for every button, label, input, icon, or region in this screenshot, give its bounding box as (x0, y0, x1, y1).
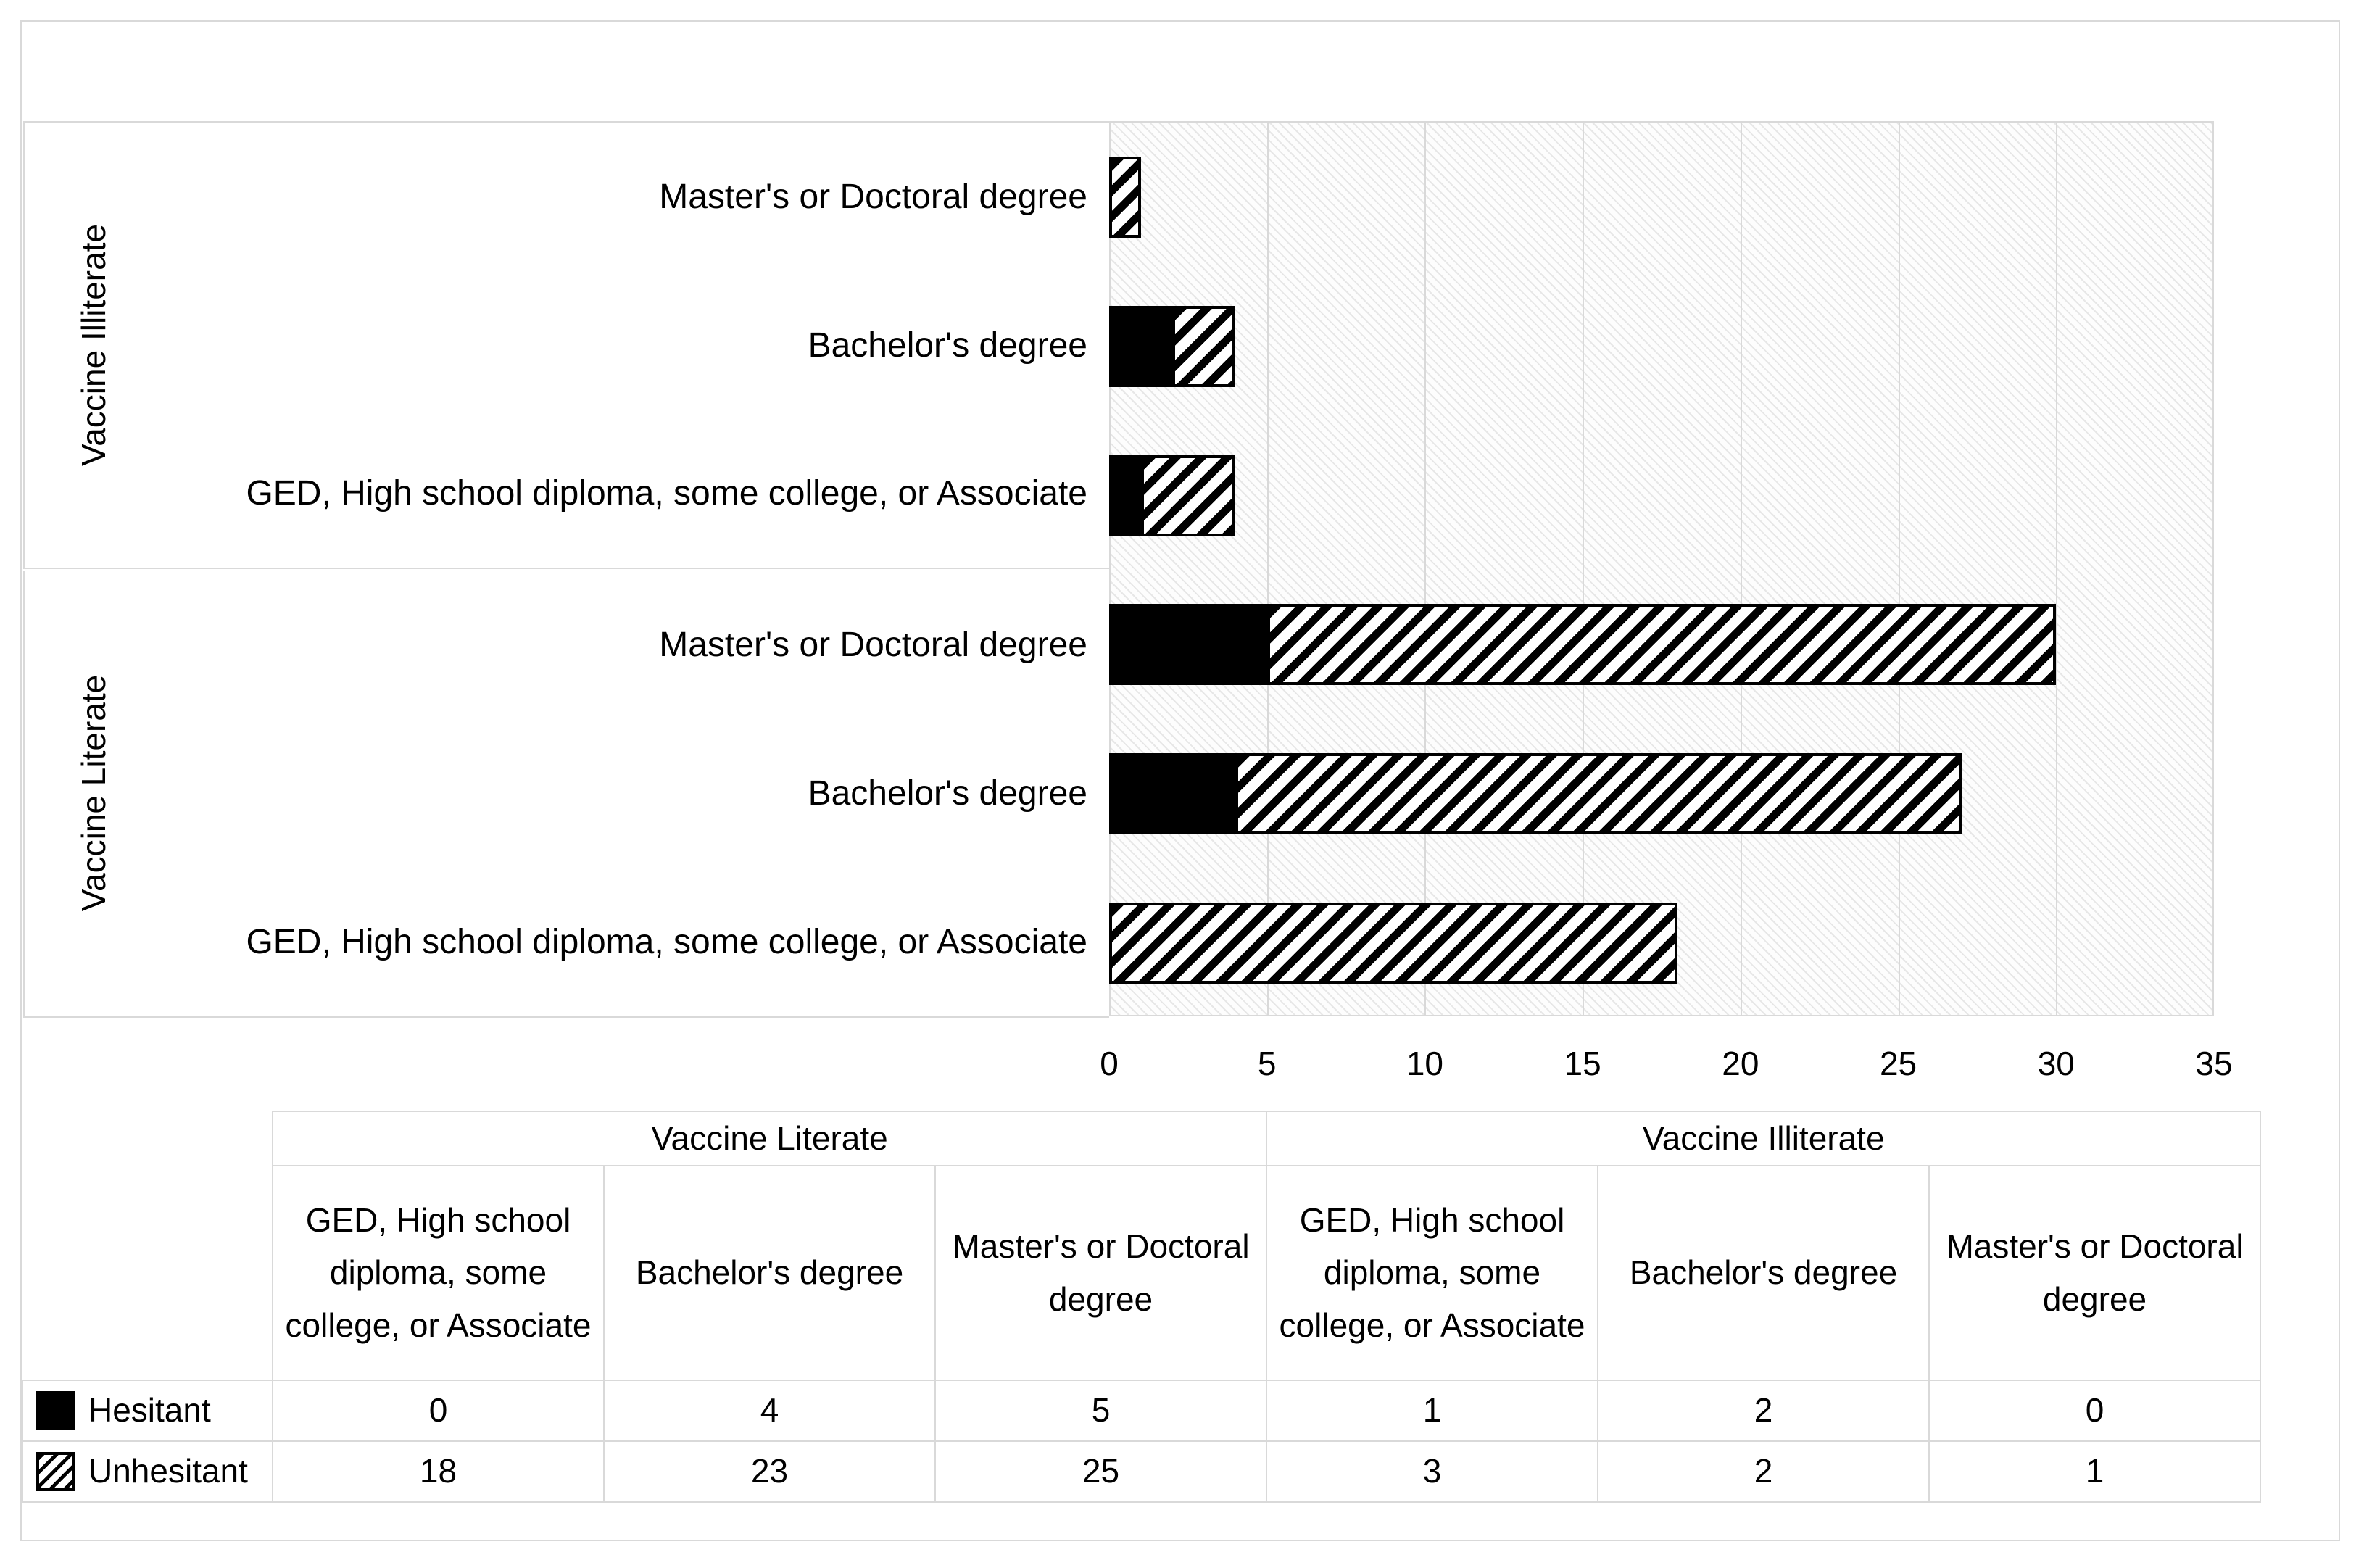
plot-area (1109, 121, 2214, 1016)
legend-label-unhesitant: Unhesitant (88, 1452, 248, 1490)
group-label-vaccine-literate: Vaccine Literate (75, 674, 112, 912)
bar-segment-unhesitant (1109, 903, 1677, 984)
bar-segment-unhesitant (1109, 157, 1141, 238)
table-group-header-literate: Vaccine Literate (273, 1111, 1266, 1166)
unhesitant-swatch-icon (36, 1452, 75, 1491)
table-column-header: Master's or Doctoral degree (935, 1166, 1266, 1380)
legend-row-hesitant (22, 1380, 273, 1441)
bar-row (1109, 604, 2056, 685)
x-axis (1100, 1031, 2233, 1096)
table-value: 5 (935, 1380, 1266, 1441)
table-column-header: GED, High school diploma, some college, or Associate (273, 1166, 604, 1380)
table-blank-cell (22, 1166, 273, 1380)
table-value: 1 (1929, 1441, 2260, 1502)
table-value: 18 (273, 1441, 604, 1502)
table-value: 0 (1929, 1380, 2260, 1441)
table-value: 2 (1598, 1441, 1929, 1502)
chart-frame (20, 20, 2340, 1541)
x-tick: 35 (2195, 1045, 2233, 1082)
bar-row (1109, 455, 1235, 536)
bar-row (1109, 157, 1141, 238)
table-value: 2 (1598, 1380, 1929, 1441)
group-label-vaccine-illiterate: Vaccine Illiterate (75, 223, 112, 467)
table-blank-cell (22, 1111, 273, 1166)
category-label: Master's or Doctoral degree (659, 626, 1087, 664)
hesitant-swatch-icon (36, 1391, 75, 1430)
x-tick: 25 (1879, 1045, 1917, 1082)
bar-segment-hesitant (1109, 306, 1172, 387)
group-box-vaccine-literate (23, 571, 1109, 1018)
x-tick: 20 (1722, 1045, 1759, 1082)
bar-segment-unhesitant (1172, 306, 1235, 387)
bar-segment-hesitant (1109, 604, 1267, 685)
table-column-header: Master's or Doctoral degree (1929, 1166, 2260, 1380)
table-column-header: Bachelor's degree (604, 1166, 935, 1380)
bar-row (1109, 306, 1235, 387)
x-tick: 0 (1100, 1045, 1119, 1082)
category-label: GED, High school diploma, some college, or Associate (246, 923, 1087, 961)
bar-segment-unhesitant (1267, 604, 2057, 685)
bar-row (1109, 753, 1962, 834)
bar-segment-hesitant (1109, 753, 1235, 834)
x-tick: 10 (1406, 1045, 1444, 1082)
table-value: 1 (1266, 1380, 1598, 1441)
category-labels-literate (162, 571, 1109, 1016)
x-tick: 30 (2037, 1045, 2075, 1082)
x-tick: 15 (1564, 1045, 1601, 1082)
legend-row-unhesitant (22, 1441, 273, 1502)
table-column-header: GED, High school diploma, some college, or Associate (1266, 1166, 1598, 1380)
table-value: 25 (935, 1441, 1266, 1502)
x-tick: 5 (1257, 1045, 1277, 1082)
legend-label-hesitant: Hesitant (88, 1391, 211, 1430)
category-label: Bachelor's degree (808, 774, 1087, 813)
bar-segment-unhesitant (1235, 753, 1961, 834)
table-column-header: Bachelor's degree (1598, 1166, 1929, 1380)
table-group-header-illiterate: Vaccine Illiterate (1266, 1111, 2260, 1166)
table-value: 4 (604, 1380, 935, 1441)
bar-segment-hesitant (1109, 455, 1141, 536)
bar-segment-unhesitant (1141, 455, 1236, 536)
bars-layer (1109, 123, 2214, 1015)
category-label: GED, High school diploma, some college, or Associate (246, 474, 1087, 513)
category-labels-illiterate (162, 123, 1109, 568)
group-box-vaccine-illiterate (23, 121, 1109, 569)
table-value: 0 (273, 1380, 604, 1441)
bar-row (1109, 903, 1677, 984)
data-table (22, 1111, 2261, 1503)
category-label: Bachelor's degree (808, 325, 1087, 365)
table-value: 23 (604, 1441, 935, 1502)
category-label: Master's or Doctoral degree (659, 177, 1087, 216)
table-value: 3 (1266, 1441, 1598, 1502)
